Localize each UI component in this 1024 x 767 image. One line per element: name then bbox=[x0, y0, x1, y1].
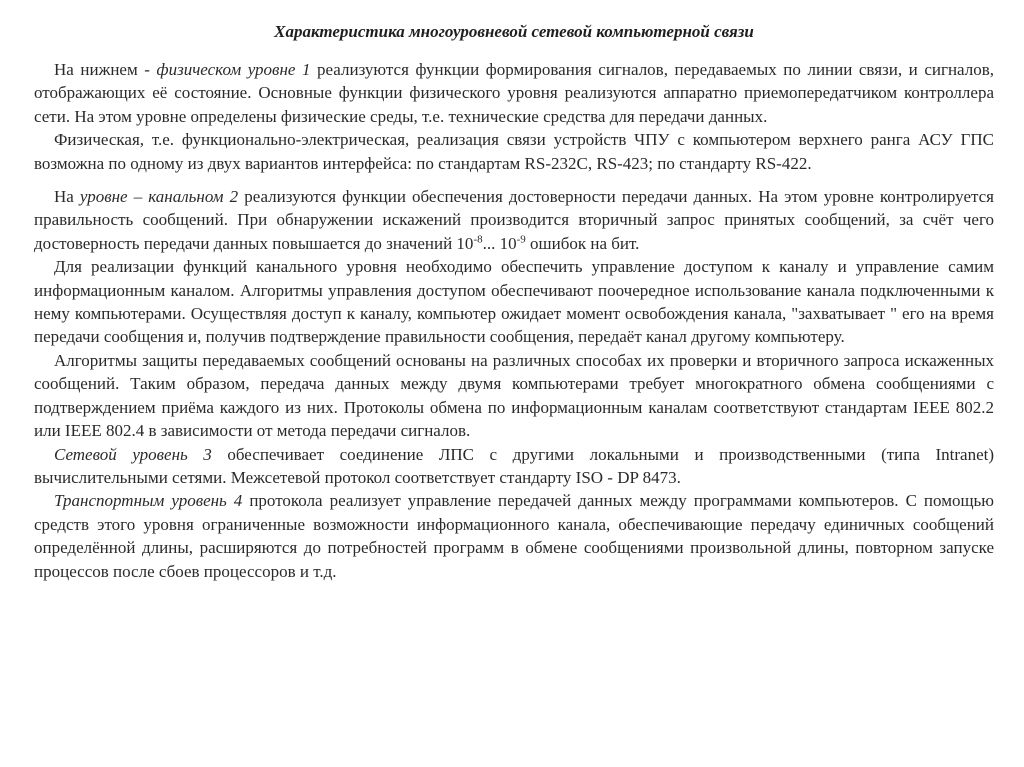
term-physical-layer: физическом уровне 1 bbox=[156, 60, 311, 79]
paragraph-network-layer: Сетевой уровень 3 обеспечивает соединение ЛПС с другими локальными и производственными (типа Intranet) вычислительными сетями. Межсетевой протокол соответствует стандарту ISO - DP 8473. bbox=[34, 444, 994, 487]
term-network-layer: Сетевой уровень 3 bbox=[54, 444, 212, 464]
page-title: Характеристика многоуровневой сетевой компьютерной связи bbox=[274, 22, 754, 41]
term-data-link-layer: уровне – канальном 2 bbox=[79, 187, 239, 207]
paragraph-physical-interface: Физическая, т.е. функционально-электрическая, реализация связи устройств ЧПУ с компьютером верхнего ранга АСУ ГПС возможна по одному из двух вариантов интерфейса: по стандартам RS-232C, RS-423; по стандарту RS-422. bbox=[34, 130, 994, 173]
paragraph-data-link-layer: На уровне – канальном 2 реализуются функции обеспечения достоверности передачи данных. На этом уровне контролируется правильность сообщений. При обнаружении искажений производится вторичный запрос принятых сообщений, за счёт чего достоверность передачи данных повышается до значений $10^{-8}$... $10^{-9}$ ошибок на бит. bbox=[34, 187, 994, 253]
data-link-layer-section bbox=[34, 185, 994, 583]
paragraph-access-control: Для реализации функций канального уровня необходимо обеспечить управление доступом к каналу и управление самим информационным каналом. Алгоритмы управления доступом обеспечивают поочередное использование канала подключенными к нему компьютерами. Осуществляя доступ к каналу, компьютер ожидает момент освобождения канала, "захватывает " его на время передачи сообщения и, получив подтверждение правильности сообщения, передаёт канал другому компьютеру. bbox=[34, 257, 994, 347]
term-transport-layer: Транспортным уровень 4 bbox=[54, 491, 243, 511]
paragraph-physical-layer: На нижнем - физическом уровне 1 реализуются функции формирования сигналов, передаваемых по линии связи, и сигналов, отображающих её состояние. Основные функции физического уровня реализуются аппаратно приемопередатчиком контроллера сети. На этом уровне определены физические среды, т.е. технические средства для передачи данных. bbox=[34, 60, 994, 126]
paragraph-protection-algorithms: Алгоритмы защиты передаваемых сообщений основаны на различных способах их проверки и вторичного запроса искаженных сообщений. Таким образом, передача данных между двумя компьютерами требует многократного обмена сообщениями с подтверждением приёма каждого из них. Протоколы обмена по информационным каналам соответствуют стандартам IEEE 802.2 или IEEE 802.4 в зависимости от метода передачи сигналов. bbox=[34, 350, 994, 441]
physical-layer-section bbox=[34, 58, 994, 175]
paragraph-transport-layer: Транспортным уровень 4 протокола реализует управление передачей данных между программами компьютеров. С помощью средств этого уровня ограниченные возможности информационного канала, обеспечивающие передачу единичных сообщений определённой длины, расширяются до потребностей программ в обмене сообщениями произвольной длины, повторном запуске процессов после сбоев процессоров и т.д. bbox=[34, 491, 994, 581]
